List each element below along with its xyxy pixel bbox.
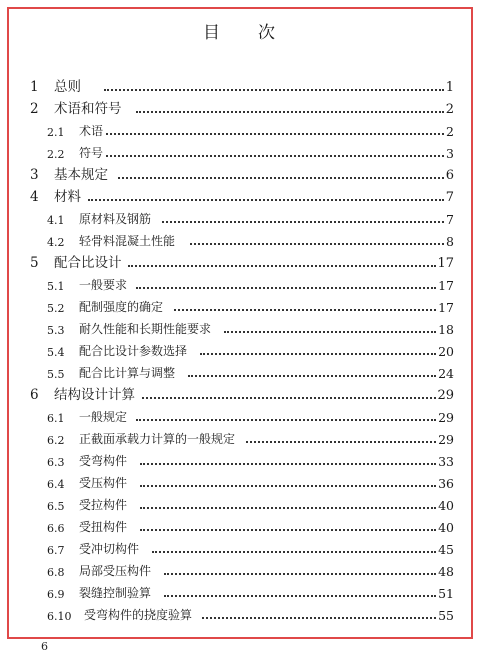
toc-entry-label: 轻骨料混凝土性能	[79, 234, 176, 248]
toc-entry-number: 4.1	[47, 214, 65, 227]
toc-entry-number: 4.2	[47, 236, 65, 249]
toc-entry-page: 55	[438, 608, 454, 623]
toc-entry-label: 耐久性能和长期性能要求	[79, 322, 212, 336]
toc-entry[interactable]	[0, 450, 484, 472]
toc-entry-label: 受弯构件的挠度验算	[84, 608, 193, 622]
toc-entry-label: 配合比计算与调整	[79, 366, 176, 380]
toc-entry-page: 40	[438, 498, 454, 513]
toc-entry[interactable]	[0, 494, 484, 516]
toc-entry-page: 17	[437, 256, 454, 271]
toc-entry-page: 29	[437, 388, 454, 403]
toc-entry[interactable]	[0, 274, 484, 296]
toc-entry-number: 6.1	[47, 412, 65, 425]
toc-entry-label: 一般要求	[79, 278, 128, 292]
leader-dots	[136, 111, 444, 113]
toc-entry[interactable]	[0, 604, 484, 626]
toc-entry-label: 受扭构件	[79, 520, 128, 534]
toc-entry-page: 1	[445, 80, 454, 95]
leader-dots	[142, 397, 436, 399]
leader-dots	[174, 309, 436, 311]
toc-entry-page: 7	[446, 212, 454, 227]
toc-entry[interactable]	[0, 560, 484, 582]
leader-dots	[188, 375, 436, 377]
leader-dots	[118, 177, 444, 179]
leader-dots	[140, 485, 436, 487]
toc-entry[interactable]	[0, 362, 484, 384]
toc-entry-number: 6.3	[47, 456, 65, 469]
toc-entry[interactable]	[0, 406, 484, 428]
toc-entry-label: 术语	[79, 124, 104, 138]
leader-dots	[202, 617, 436, 619]
toc-entry[interactable]	[0, 98, 484, 120]
toc-entry-number: 1	[30, 79, 39, 95]
toc-entry-number: 6.9	[47, 588, 65, 601]
toc-entry[interactable]	[0, 76, 484, 98]
leader-dots	[106, 133, 444, 135]
toc-entry-label: 受拉构件	[79, 498, 128, 512]
leader-dots	[136, 287, 436, 289]
toc-entry-page: 20	[438, 344, 454, 359]
toc-entry-label: 配制强度的确定	[79, 300, 164, 314]
toc-entry[interactable]	[0, 428, 484, 450]
toc-entry[interactable]	[0, 164, 484, 186]
toc-entry[interactable]	[0, 384, 484, 406]
toc-entry-label: 局部受压构件	[79, 564, 152, 578]
toc-entry-number: 5.4	[47, 346, 65, 359]
toc-entry-number: 6.4	[47, 478, 65, 491]
leader-dots	[128, 265, 436, 267]
leader-dots	[88, 199, 444, 201]
toc-entry-label: 基本规定	[54, 167, 108, 183]
toc-entry-number: 6.6	[47, 522, 65, 535]
toc-entry-page: 2	[446, 124, 454, 139]
leader-dots	[164, 573, 436, 575]
toc-entry-number: 4	[30, 189, 39, 205]
toc-entry-label: 一般规定	[79, 410, 128, 424]
toc-title-char-1: 目	[203, 23, 222, 43]
toc-entry-label: 配合比设计	[54, 255, 122, 271]
toc-entry-page: 7	[445, 190, 454, 205]
leader-dots	[104, 89, 444, 91]
leader-dots	[140, 529, 436, 531]
toc-entry-number: 6.8	[47, 566, 65, 579]
leader-dots	[140, 507, 436, 509]
toc-entry-page: 3	[446, 146, 454, 161]
toc-entry[interactable]	[0, 318, 484, 340]
toc-entry-label: 材料	[54, 189, 81, 205]
toc-entry-label: 总则	[54, 79, 81, 95]
toc-entry-page: 18	[438, 322, 454, 337]
toc-entry-number: 6.5	[47, 500, 65, 513]
toc-entry-label: 原材料及钢筋	[79, 212, 152, 226]
toc-entry-label: 符号	[79, 146, 104, 160]
leader-dots	[224, 331, 436, 333]
toc-entry-page: 33	[438, 454, 454, 469]
toc-entry-number: 5.3	[47, 324, 65, 337]
toc-entry-page: 17	[438, 278, 454, 293]
toc-entry-page: 6	[445, 168, 454, 183]
toc-entry-label: 正截面承载力计算的一般规定	[79, 432, 236, 446]
toc-entry-number: 6	[30, 387, 39, 403]
leader-dots	[164, 595, 436, 597]
toc-entry-label: 术语和符号	[54, 101, 122, 117]
toc-entry[interactable]	[0, 472, 484, 494]
toc-entry-page: 17	[438, 300, 454, 315]
toc-entry[interactable]	[0, 340, 484, 362]
toc-title	[0, 18, 480, 43]
toc-entry-page: 36	[438, 476, 454, 491]
toc-entry-number: 3	[30, 167, 39, 183]
toc-entry-label: 结构设计计算	[54, 387, 135, 403]
toc-entry[interactable]	[0, 142, 484, 164]
toc-entry[interactable]	[0, 186, 484, 208]
toc-entry[interactable]	[0, 120, 484, 142]
toc-entry-page: 2	[445, 102, 454, 117]
toc-entry-number: 5.1	[47, 280, 65, 293]
toc-entry-number: 5.2	[47, 302, 65, 315]
toc-entry-number: 6.7	[47, 544, 65, 557]
toc-entry-label: 受弯构件	[79, 454, 128, 468]
toc-entry-page: 48	[438, 564, 454, 579]
toc-entry-page: 45	[438, 542, 454, 557]
toc-entry[interactable]	[0, 538, 484, 560]
toc-entry[interactable]	[0, 208, 484, 230]
toc-entry-page: 29	[438, 432, 454, 447]
toc-entry[interactable]	[0, 230, 484, 252]
page-number: 6	[41, 640, 48, 653]
toc-entry[interactable]	[0, 296, 484, 318]
toc-entry[interactable]	[0, 252, 484, 274]
toc-entry-label: 配合比设计参数选择	[79, 344, 188, 358]
toc-entry-number: 6.10	[47, 610, 72, 623]
toc-entry-number: 2.1	[47, 126, 65, 139]
toc-entry[interactable]	[0, 582, 484, 604]
toc-entry-page: 8	[446, 234, 454, 249]
toc-entry-number: 5.5	[47, 368, 65, 381]
leader-dots	[152, 551, 436, 553]
toc-entry-label: 受冲切构件	[79, 542, 140, 556]
toc-title-char-2: 次	[258, 23, 277, 43]
leader-dots	[106, 155, 444, 157]
toc-entry-number: 2	[30, 101, 39, 117]
leader-dots	[200, 353, 436, 355]
toc-entry-page: 51	[438, 586, 454, 601]
toc-entry-number: 5	[30, 255, 39, 271]
leader-dots	[162, 221, 444, 223]
toc-entry-page: 40	[438, 520, 454, 535]
toc-entry-page: 29	[438, 410, 454, 425]
toc-entry-number: 6.2	[47, 434, 65, 447]
toc-entry-page: 24	[438, 366, 454, 381]
toc-entry-number: 2.2	[47, 148, 65, 161]
leader-dots	[140, 463, 436, 465]
leader-dots	[246, 441, 436, 443]
leader-dots	[136, 419, 436, 421]
leader-dots	[190, 243, 444, 245]
toc-entry-label: 裂缝控制验算	[79, 586, 152, 600]
toc-entry[interactable]	[0, 516, 484, 538]
toc-entry-label: 受压构件	[79, 476, 128, 490]
